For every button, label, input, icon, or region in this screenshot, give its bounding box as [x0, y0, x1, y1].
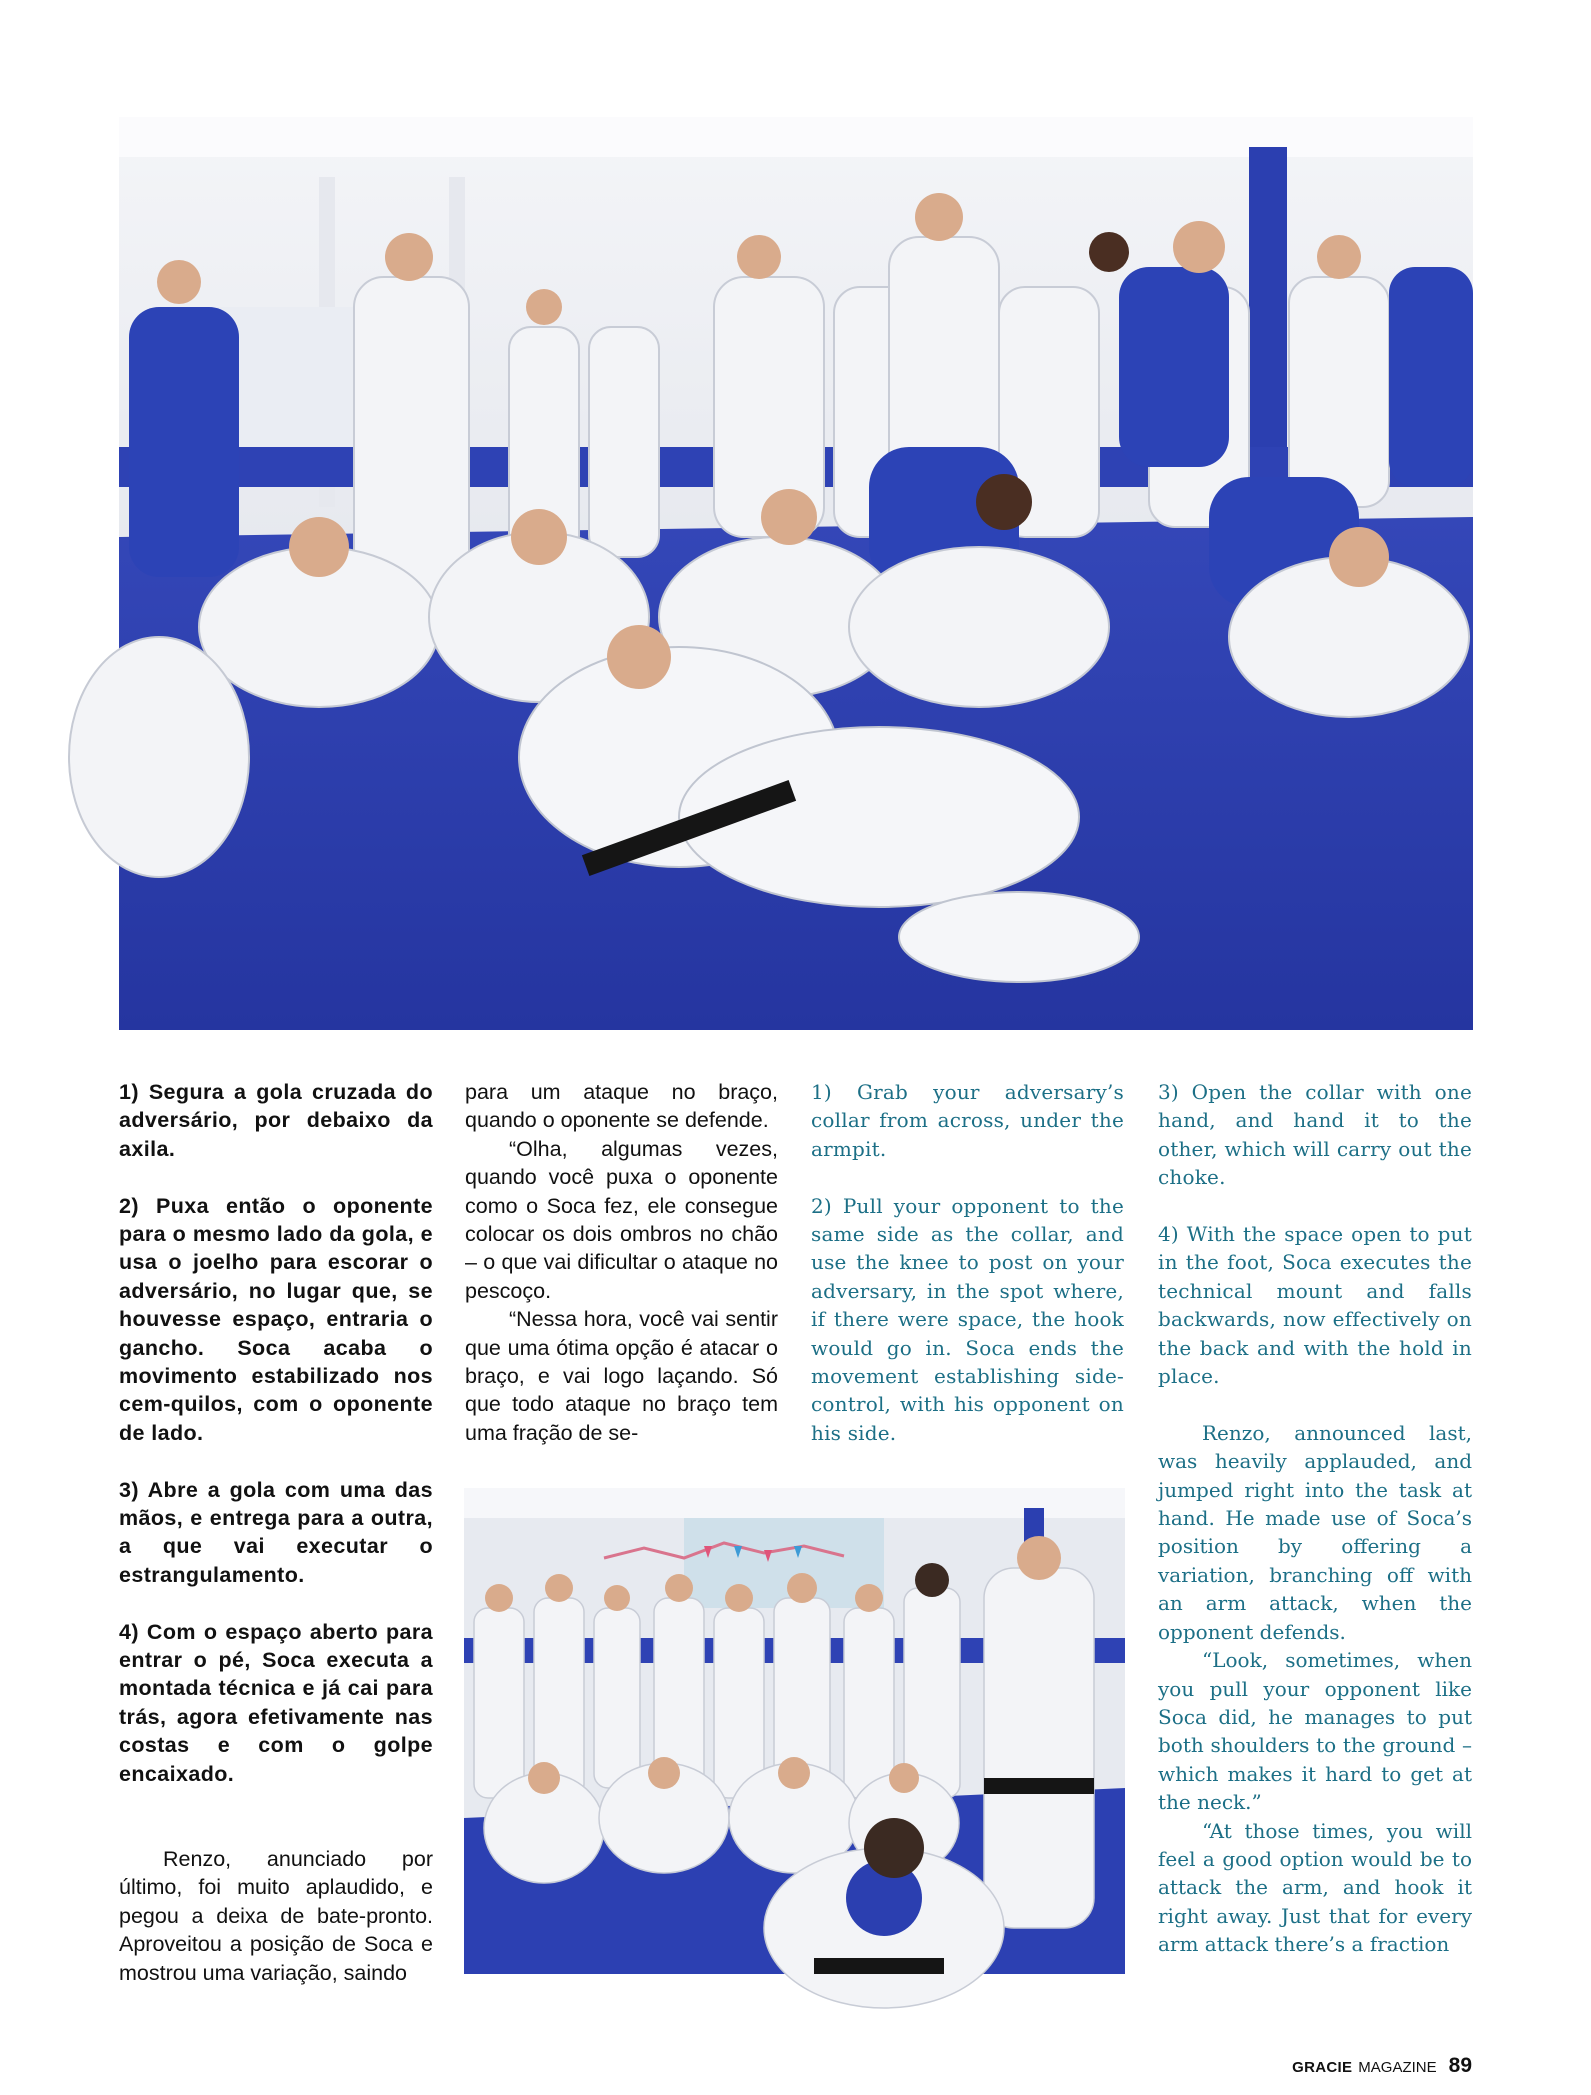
- column-english-steps: [811, 1078, 1124, 1447]
- column-english-body: [1158, 1078, 1472, 1959]
- en-body-paragraph-3: “At those times, you will feel a good option would be to attack the arm, and hook it right away. Just that for every arm attack there’s a fraction: [1158, 1818, 1472, 1957]
- en-step-2: 2) Pull your opponent to the same side as the collar, and use the knee to post on your adversary, in the spot where, if there were space, the hook would go in. Soca ends the movement establishing side-control, with his opponent on his side.: [811, 1193, 1124, 1445]
- pt-step-4: 4) Com o espaço aberto para entrar o pé, Soca executa a montada técnica e já cai para trás, agora efetivamente nas costas e com o golpe encaixado.: [119, 1619, 433, 1786]
- photo-step-number: 7: [1490, 1019, 1532, 1102]
- photo-seminar-demonstration: [119, 117, 1532, 1102]
- en-body-paragraph-1: Renzo, announced last, was heavily applauded, and jumped right into the task at hand. He made use of Soca’s position by offering a variation, branching off with an arm attack, when the opponent defends.: [1158, 1420, 1472, 1644]
- pt-step-1: 1) Segura a gola cruzada do adversário, por debaixo da axila.: [119, 1080, 433, 1161]
- en-body-paragraph-2: “Look, sometimes, when you pull your opponent like Soca did, he manages to put both shoulders to the ground – which makes it hard to get at the neck.”: [1158, 1648, 1472, 1815]
- en-step-1: 1) Grab your adversary’s collar from across, under the armpit.: [811, 1080, 1124, 1161]
- photo-seminar-audience: [464, 1488, 1125, 1974]
- pt-body-paragraph-2: para um ataque no braço, quando o oponente se defende.: [465, 1080, 778, 1133]
- photo-seminar-demonstration-image: [119, 117, 1473, 1030]
- page-number: 89: [1448, 2054, 1472, 2077]
- en-step-3: 3) Open the collar with one hand, and hand it to the other, which will carry out the choke.: [1158, 1080, 1472, 1190]
- magazine-word: MAGAZINE: [1358, 2059, 1437, 2076]
- column-portuguese-body: [465, 1078, 778, 1447]
- en-step-4: 4) With the space open to put in the foot, Soca executes the technical mount and falls backwards, now effectively on the back and with the hold in place.: [1158, 1222, 1472, 1389]
- page-footer-folio: [1292, 2054, 1472, 2082]
- photo-seminar-audience-image: [464, 1488, 1125, 1974]
- pt-body-paragraph-4: “Nessa hora, você vai sentir que uma ótima opção é atacar o braço, e vai logo laçando. Só que todo ataque no braço tem uma fração de se-: [465, 1307, 778, 1445]
- pt-body-paragraph-1: Renzo, anunciado por último, foi muito aplaudido, e pegou a deixa de bate-pronto. Aproveitou a posição de Soca e mostrou uma variação, saindo: [119, 1846, 433, 1985]
- column-portuguese-steps: [119, 1078, 433, 1987]
- pt-body-paragraph-3: “Olha, algumas vezes, quando você puxa o oponente como o Soca fez, ele consegue colocar os dois ombros no chão – o que vai dificultar o ataque no pescoço.: [465, 1136, 778, 1303]
- pt-step-3: 3) Abre a gola com uma das mãos, e entrega para a outra, a que vai executar o estrangulamento.: [119, 1477, 433, 1587]
- pt-step-2: 2) Puxa então o oponente para o mesmo lado da gola, e usa o joelho para escorar o adversário, no lugar que, se houvesse espaço, entraria o gancho. Soca acaba o movimento estabilizado nos cem-quilos, com o oponente de lado.: [119, 1193, 433, 1445]
- magazine-brand: GRACIE: [1292, 2059, 1353, 2076]
